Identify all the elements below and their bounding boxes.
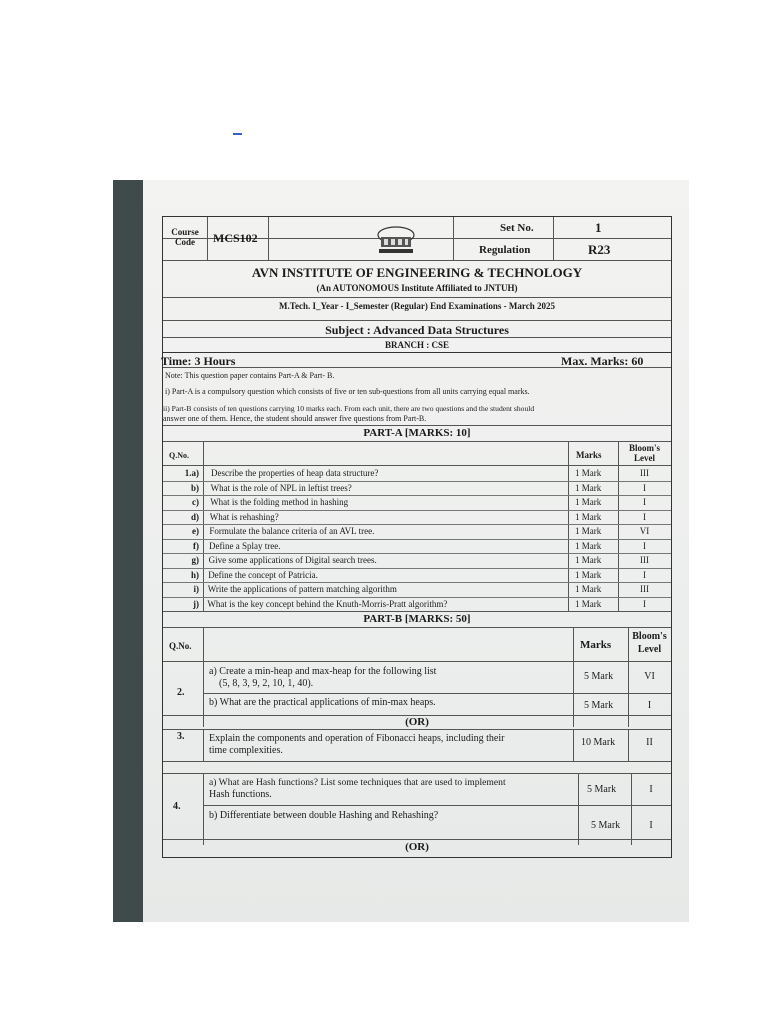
part-a-row-divider <box>163 539 671 540</box>
part-a-qno: f) <box>193 540 199 551</box>
part-a-qno: c) <box>192 497 199 507</box>
part-a-question-text: What is the key concept behind the Knuth-Morris-Pratt algorithm? <box>207 598 448 609</box>
branch: BRANCH : CSE <box>384 340 449 350</box>
part-a-marks: 1 Mark <box>575 555 602 565</box>
part-a-level: I <box>643 540 646 551</box>
q4-number: 4. <box>173 801 181 812</box>
part-a-col-marks: Marks <box>576 450 602 460</box>
q2a-text-line1: a) Create a min-heap and max-heap for the following list <box>209 666 437 677</box>
part-a-qno: d) <box>190 511 199 522</box>
part-a-question-text: What is the role of NPL in leftist trees? <box>210 482 352 493</box>
part-a-row-divider <box>163 510 671 511</box>
institute-name: AVN INSTITUTE OF ENGINEERING & TECHNOLOGY <box>251 265 583 280</box>
part-a-title: PART-A [MARKS: 10] <box>363 427 471 439</box>
part-b-col-bloom-1: Bloom's <box>632 631 667 642</box>
q4b-marks: 5 Mark <box>591 820 621 831</box>
part-a-level: III <box>640 555 649 565</box>
q3-number: 3. <box>177 731 185 742</box>
part-a-question-text: Formulate the balance criteria of an AVL tree. <box>209 526 375 536</box>
part-a-question-text: Define the concept of Patricia. <box>208 569 318 580</box>
part-a-marks: 1 Mark <box>575 598 602 609</box>
or-separator-1: (OR) <box>405 716 429 728</box>
part-b-title: PART-B [MARKS: 50] <box>363 613 471 625</box>
institute-logo <box>375 225 417 257</box>
part-a-col-bloom-1: Bloom's <box>628 443 660 453</box>
max-marks: Max. Marks: 60 <box>561 354 644 368</box>
q3-level: II <box>646 737 653 748</box>
part-a-level: I <box>643 598 646 609</box>
part-a-question-text: What is rehashing? <box>209 511 279 522</box>
part-a-col-bloom-2: Level <box>634 453 655 463</box>
part-a-marks: 1 Mark <box>575 511 602 522</box>
exam-title: M.Tech. I_Year - I_Semester (Regular) End Examinations - March 2025 <box>279 301 555 311</box>
exam-time: Time: 3 Hours <box>161 354 236 368</box>
set-no-value: 1 <box>595 220 602 235</box>
q4b-level: I <box>649 820 653 831</box>
part-a-level: I <box>643 497 646 507</box>
part-a-qno: 1.a) <box>184 468 199 478</box>
q4a-text-line2: Hash functions. <box>209 789 272 800</box>
part-a-col-qno: Q.No. <box>169 451 189 460</box>
course-code-label: Course Code <box>171 227 199 247</box>
part-a-row-divider <box>163 582 671 583</box>
q4a-marks: 5 Mark <box>587 784 617 795</box>
paper-sheet <box>143 180 689 922</box>
part-a-qno: e) <box>192 526 199 536</box>
part-a-row-divider <box>163 553 671 554</box>
part-b-col-marks: Marks <box>580 639 612 651</box>
q2a-level: VI <box>644 671 655 682</box>
regulation-value: R23 <box>588 242 611 257</box>
part-a-question-text: Describe the properties of heap data structure? <box>211 468 379 478</box>
document-photo <box>113 180 689 922</box>
exam-table <box>162 216 672 858</box>
note-line: Note: This question paper contains Part-A & Part- B. <box>165 371 335 380</box>
part-a-marks: 1 Mark <box>575 540 602 551</box>
part-a-row-divider <box>163 481 671 482</box>
part-a-row-divider <box>163 568 671 569</box>
part-a-marks: 1 Mark <box>575 584 602 594</box>
part-a-qno: i) <box>193 584 199 594</box>
part-b-table <box>163 627 671 857</box>
part-a-qno: h) <box>190 569 199 580</box>
course-code: MCS102 <box>213 231 258 245</box>
part-a-level: III <box>640 584 649 594</box>
part-a-row-divider <box>163 597 671 598</box>
part-a-marks: 1 Mark <box>575 526 602 536</box>
part-b-col-qno: Q.No. <box>169 641 192 651</box>
note-part-a: i) Part-A is a compulsory question which consists of five or ten sub-questions from all units carrying equal marks. <box>165 387 530 396</box>
subject-title: Subject : Advanced Data Structures <box>325 323 509 337</box>
part-a-level: III <box>640 468 649 478</box>
q2b-marks: 5 Mark <box>584 700 614 711</box>
part-a-table <box>163 441 671 611</box>
q4a-text-line1: a) What are Hash functions? List some techniques that are used to implement <box>209 777 506 788</box>
part-a-marks: 1 Mark <box>575 468 602 478</box>
part-a-question-text: Define a Splay tree. <box>209 540 281 551</box>
part-b-col-bloom-2: Level <box>637 644 662 655</box>
note-part-b-line2: answer one of them. Hence, the student should answer five questions from Part-B. <box>163 414 427 423</box>
q4a-level: I <box>649 784 653 795</box>
q2a-text-line2: (5, 8, 3, 9, 2, 10, 1, 40). <box>219 678 314 689</box>
part-a-qno: g) <box>191 555 199 565</box>
q2b-level: I <box>647 700 652 711</box>
or-separator-2: (OR) <box>405 841 429 853</box>
part-a-level: I <box>643 482 646 493</box>
part-a-row-divider <box>163 524 671 525</box>
part-a-question-text: Give some applications of Digital search trees. <box>208 555 377 565</box>
part-a-marks: 1 Mark <box>575 482 602 493</box>
part-a-level: I <box>643 569 646 580</box>
part-a-question-text: Write the applications of pattern matching algorithm <box>207 584 397 594</box>
q3-text-line1: Explain the components and operation of Fibonacci heaps, including their <box>209 733 505 744</box>
part-a-marks: 1 Mark <box>575 569 602 580</box>
q2-number: 2. <box>177 687 185 698</box>
part-a-level: I <box>643 511 646 522</box>
regulation-label: Regulation <box>479 244 531 256</box>
link-underline-mark <box>233 133 242 135</box>
q3-text-line2: time complexities. <box>209 745 283 756</box>
part-a-marks: 1 Mark <box>575 497 602 507</box>
part-a-question-text: What is the folding method in hashing <box>210 497 349 507</box>
part-a-level: VI <box>639 526 650 536</box>
part-a-row-divider <box>163 495 671 496</box>
note-part-b-line1: ii) Part-B consists of ten questions carrying 10 marks each. From each unit, there are two questions and the student should <box>163 404 535 413</box>
q3-marks: 10 Mark <box>581 737 616 748</box>
part-a-qno: j) <box>193 598 199 609</box>
part-a-qno: b) <box>190 482 199 493</box>
set-no-label: Set No. <box>500 222 534 234</box>
q2b-text: b) What are the practical applications of min-max heaps. <box>209 697 436 708</box>
institute-affiliation: (An AUTONOMOUS Institute Affiliated to JNTUH) <box>316 283 518 293</box>
q2a-marks: 5 Mark <box>584 671 614 682</box>
q4b-text: b) Differentiate between double Hashing and Rehashing? <box>209 810 439 821</box>
